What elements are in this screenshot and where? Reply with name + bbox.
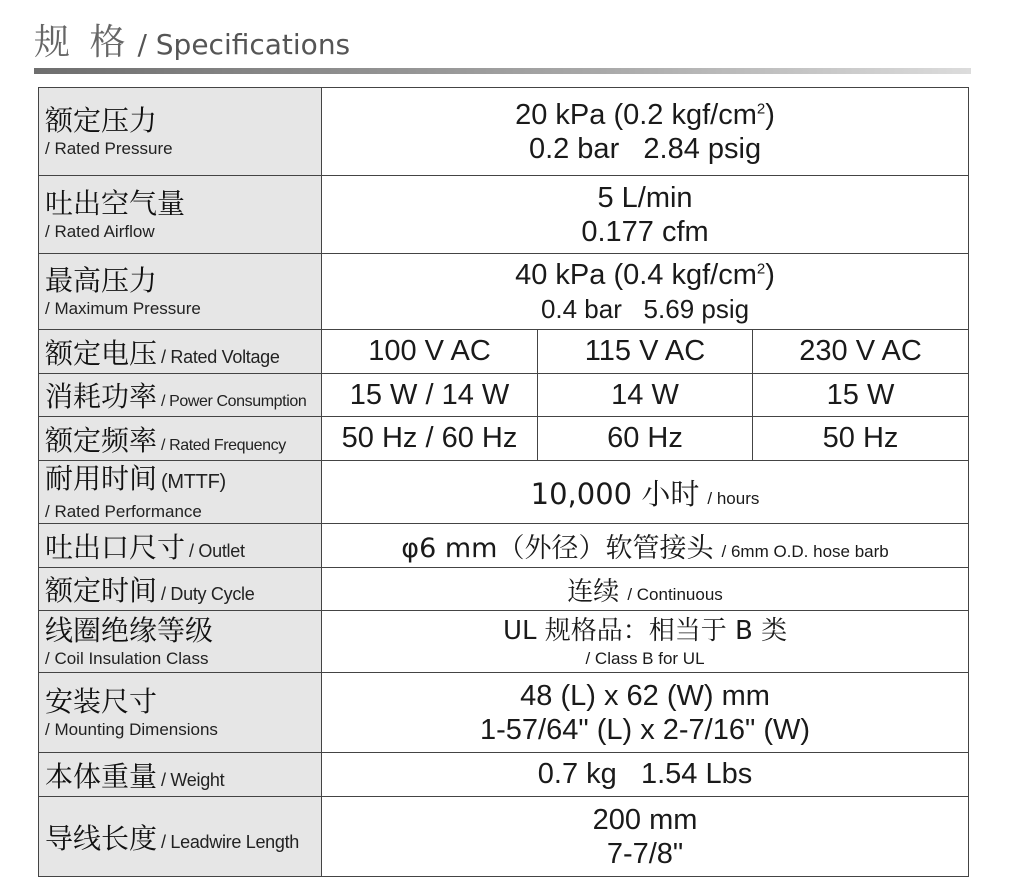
table-row-rated-voltage xyxy=(39,330,969,374)
value-leadwire-length xyxy=(322,797,969,877)
label-en: / Rated Pressure xyxy=(45,138,173,158)
value-power-115: 14 W xyxy=(538,374,753,417)
value-unit: / hours xyxy=(707,488,760,508)
label-suffix: (MTTF) xyxy=(161,470,226,493)
label-weight xyxy=(39,753,322,797)
label-en: / Mounting Dimensions xyxy=(45,719,218,739)
label-cn: 耐用时间 xyxy=(45,461,158,495)
value-superscript: 2 xyxy=(756,99,766,117)
value-rated-airflow xyxy=(322,176,969,254)
label-en: / Maximum Pressure xyxy=(45,298,201,318)
value-line: 0.4 bar 5.69 psig xyxy=(540,293,750,324)
label-en: / Duty Cycle xyxy=(161,584,255,604)
label-cn: 额定电压 xyxy=(45,336,158,370)
label-rated-performance xyxy=(39,461,322,524)
value-line: 0.2 bar 2.84 psig xyxy=(528,132,762,165)
label-duty-cycle xyxy=(39,568,322,611)
value-line: 0.177 cfm xyxy=(581,215,709,248)
label-rated-airflow xyxy=(39,176,322,254)
label-cn: 额定压力 xyxy=(45,103,158,137)
value-unit: / Continuous xyxy=(627,584,723,604)
value-outlet xyxy=(322,524,969,568)
table-row-maximum-pressure xyxy=(39,254,969,330)
title-divider xyxy=(34,68,971,74)
label-cn: 吐出空气量 xyxy=(45,186,186,220)
value-line: ) xyxy=(765,258,775,291)
specifications-table xyxy=(38,87,969,877)
label-outlet xyxy=(39,524,322,568)
table-row-outlet xyxy=(39,524,969,568)
label-cn: 线圈绝缘等级 xyxy=(45,613,214,647)
value-voltage-100: 100 V AC xyxy=(322,330,538,374)
label-en: / Rated Airflow xyxy=(45,221,155,241)
label-rated-pressure xyxy=(39,88,322,176)
value-coil-insulation xyxy=(322,611,969,673)
value-line: UL 规格品：相当于 B 类 xyxy=(502,615,788,646)
value-line: 40 kPa (0.4 kgf/cm xyxy=(515,258,757,291)
label-maximum-pressure xyxy=(39,254,322,330)
value-line: 200 mm xyxy=(592,803,698,836)
table-row-coil-insulation xyxy=(39,611,969,673)
title-chinese: 规 格 xyxy=(34,22,130,63)
label-en: / Power Consumption xyxy=(161,393,307,410)
label-mounting-dimensions xyxy=(39,673,322,753)
value-mounting-dimensions xyxy=(322,673,969,753)
value-line: 20 kPa (0.2 kgf/cm xyxy=(515,98,757,131)
page-title xyxy=(34,14,350,64)
table-row-rated-airflow xyxy=(39,176,969,254)
table-row-rated-frequency xyxy=(39,417,969,461)
label-cn: 本体重量 xyxy=(45,759,158,793)
label-coil-insulation xyxy=(39,611,322,673)
table-row-weight xyxy=(39,753,969,797)
value-line: 连续 xyxy=(567,576,620,607)
value-duty-cycle xyxy=(322,568,969,611)
label-en: / Rated Voltage xyxy=(161,346,280,367)
value-line: 7-7/8" xyxy=(606,837,684,870)
value-frequency-100: 50 Hz / 60 Hz xyxy=(322,417,538,461)
value-weight: 0.7 kg 1.54 Lbs xyxy=(322,753,969,797)
table-row-rated-pressure xyxy=(39,88,969,176)
label-rated-frequency xyxy=(39,417,322,461)
value-line: ) xyxy=(765,98,775,131)
label-cn: 最高压力 xyxy=(45,263,158,297)
label-power-consumption xyxy=(39,374,322,417)
value-maximum-pressure xyxy=(322,254,969,330)
label-cn: 额定频率 xyxy=(45,423,158,457)
value-frequency-115: 60 Hz xyxy=(538,417,753,461)
value-voltage-115: 115 V AC xyxy=(538,330,753,374)
label-leadwire-length xyxy=(39,797,322,877)
value-line: 48 (L) x 62 (W) mm xyxy=(520,679,770,712)
value-line: 5 L/min xyxy=(597,181,693,214)
label-en: / Coil Insulation Class xyxy=(45,648,209,668)
label-cn: 导线长度 xyxy=(45,821,158,855)
value-unit: / Class B for UL xyxy=(585,648,705,668)
value-power-230: 15 W xyxy=(753,374,969,417)
label-cn: 吐出口尺寸 xyxy=(45,530,186,564)
table-row-mounting-dimensions xyxy=(39,673,969,753)
title-english: / Specifications xyxy=(137,28,351,61)
value-line: φ6 mm（外径）软管接头 xyxy=(401,533,714,564)
table-row-leadwire-length xyxy=(39,797,969,877)
value-unit: / 6mm O.D. hose barb xyxy=(721,542,889,561)
value-frequency-230: 50 Hz xyxy=(753,417,969,461)
value-voltage-230: 230 V AC xyxy=(753,330,969,374)
table-row-rated-performance xyxy=(39,461,969,524)
label-en: / Outlet xyxy=(189,540,245,561)
table-row-power-consumption xyxy=(39,374,969,417)
label-cn: 安装尺寸 xyxy=(45,684,158,718)
label-en: / Rated Frequency xyxy=(161,436,286,454)
label-en: / Weight xyxy=(161,769,225,790)
value-line: 10,000 小时 xyxy=(530,476,700,511)
table-row-duty-cycle xyxy=(39,568,969,611)
value-power-100: 15 W / 14 W xyxy=(322,374,538,417)
label-en: / Leadwire Length xyxy=(161,831,300,852)
label-cn: 消耗功率 xyxy=(45,380,158,413)
label-cn: 额定时间 xyxy=(45,574,158,607)
label-en: / Rated Performance xyxy=(45,501,202,521)
value-rated-pressure xyxy=(322,88,969,176)
label-rated-voltage xyxy=(39,330,322,374)
value-rated-performance xyxy=(322,461,969,524)
value-superscript: 2 xyxy=(756,259,766,277)
value-line: 1-57/64" (L) x 2-7/16" (W) xyxy=(480,713,811,746)
